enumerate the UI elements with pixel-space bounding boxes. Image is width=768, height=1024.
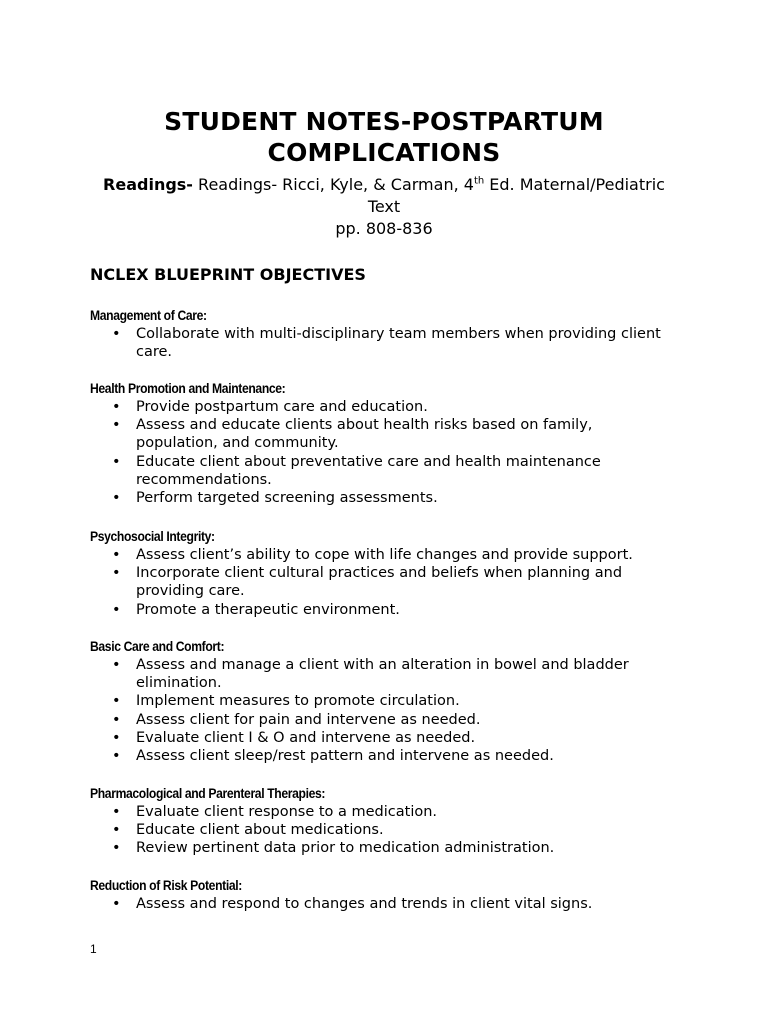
list-item: [90, 398, 670, 416]
bullet-icon: •: [112, 490, 121, 507]
bullet-icon: •: [112, 453, 121, 470]
section-heading: Pharmacological and Parenteral Therapies:: [90, 786, 326, 801]
bullet-list: [90, 398, 670, 507]
list-item-text: Assess and respond to changes and trends in client vital signs.: [136, 896, 593, 912]
readings-line-1: [84, 174, 684, 196]
document-title: [84, 106, 684, 168]
section-heading: Basic Care and Comfort:: [90, 639, 225, 654]
bullet-icon: •: [112, 399, 121, 415]
bullet-list: [90, 803, 670, 858]
section-psychosocial-integrity: [90, 528, 670, 619]
list-item: [90, 453, 670, 489]
list-item: [90, 656, 670, 692]
bullet-icon: •: [112, 711, 121, 728]
page-number: 1: [90, 942, 97, 956]
bullet-list: [90, 656, 670, 765]
readings-pages: pp. 808-836: [335, 219, 433, 238]
bullet-icon: •: [112, 804, 121, 820]
bullet-icon: •: [112, 417, 121, 434]
list-item-text: Evaluate client I & O and intervene as needed.: [136, 729, 476, 746]
list-item-text: Assess client sleep/rest pattern and intervene as needed.: [136, 748, 554, 765]
list-item-text: Assess and educate clients about health risks based on family, population, and community.: [136, 417, 593, 452]
bullet-icon: •: [112, 822, 121, 839]
title-line-1: STUDENT NOTES-POSTPARTUM: [164, 107, 604, 136]
readings-line-2: Text: [367, 197, 401, 216]
bullet-icon: •: [112, 840, 121, 857]
readings-label: Readings-: [103, 175, 193, 194]
readings-edition-sup: th: [473, 175, 485, 187]
list-item-text: Collaborate with multi-disciplinary team members when providing client care.: [136, 326, 661, 361]
list-item: [90, 839, 670, 857]
section-heading: Reduction of Risk Potential:: [90, 878, 242, 893]
section-heading: Psychosocial Integrity:: [90, 529, 215, 544]
bullet-icon: •: [112, 326, 121, 342]
list-item-text: Incorporate client cultural practices and beliefs when planning and providing care.: [136, 565, 623, 600]
list-item-text: Provide postpartum care and education.: [136, 399, 428, 415]
bullet-icon: •: [112, 896, 121, 912]
list-item-text: Assess client’s ability to cope with life changes and provide support.: [136, 547, 633, 563]
bullet-list: [90, 325, 670, 361]
section-heading: Health Promotion and Maintenance:: [90, 381, 286, 396]
list-item: [90, 711, 670, 729]
list-item: [90, 325, 670, 361]
bullet-list: [90, 546, 670, 619]
list-item: [90, 564, 670, 600]
bullet-icon: •: [112, 748, 121, 765]
section-reduction-of-risk: [90, 877, 670, 913]
bullet-icon: •: [112, 693, 121, 710]
bullet-list: [90, 895, 670, 913]
section-basic-care-and-comfort: [90, 638, 670, 765]
bullet-icon: •: [112, 601, 121, 618]
bullet-icon: •: [112, 729, 121, 746]
section-health-promotion: [90, 380, 670, 507]
list-item: [90, 416, 670, 452]
list-item-text: Assess and manage a client with an alteration in bowel and bladder elimination.: [136, 657, 629, 692]
list-item: [90, 489, 670, 507]
section-heading: Management of Care:: [90, 308, 207, 323]
list-item: [90, 546, 670, 564]
list-item-text: Assess client for pain and intervene as needed.: [136, 711, 481, 728]
bullet-icon: •: [112, 547, 121, 563]
blueprint-heading: NCLEX BLUEPRINT OBJECTIVES: [90, 265, 366, 284]
readings-block: [84, 174, 684, 240]
list-item: [90, 601, 670, 619]
list-item-text: Review pertinent data prior to medication administration.: [136, 840, 555, 857]
readings-text: Readings- Ricci, Kyle, & Carman, 4: [192, 175, 474, 194]
list-item-text: Educate client about medications.: [136, 822, 384, 839]
list-item: [90, 821, 670, 839]
section-pharmacological-therapies: [90, 785, 670, 858]
list-item: [90, 747, 670, 765]
list-item: [90, 803, 670, 821]
list-item: [90, 729, 670, 747]
list-item-text: Promote a therapeutic environment.: [136, 601, 400, 618]
list-item: [90, 895, 670, 913]
section-management-of-care: [90, 307, 670, 361]
bullet-icon: •: [112, 657, 121, 673]
list-item-text: Perform targeted screening assessments.: [136, 490, 438, 507]
list-item-text: Educate client about preventative care and health maintenance recommendations.: [136, 453, 601, 488]
title-line-2: COMPLICATIONS: [267, 138, 501, 167]
list-item-text: Implement measures to promote circulation.: [136, 693, 460, 710]
list-item: [90, 692, 670, 710]
list-item-text: Evaluate client response to a medication.: [136, 804, 438, 820]
readings-text-continued: Ed. Maternal/Pediatric: [484, 175, 665, 194]
bullet-icon: •: [112, 565, 121, 582]
